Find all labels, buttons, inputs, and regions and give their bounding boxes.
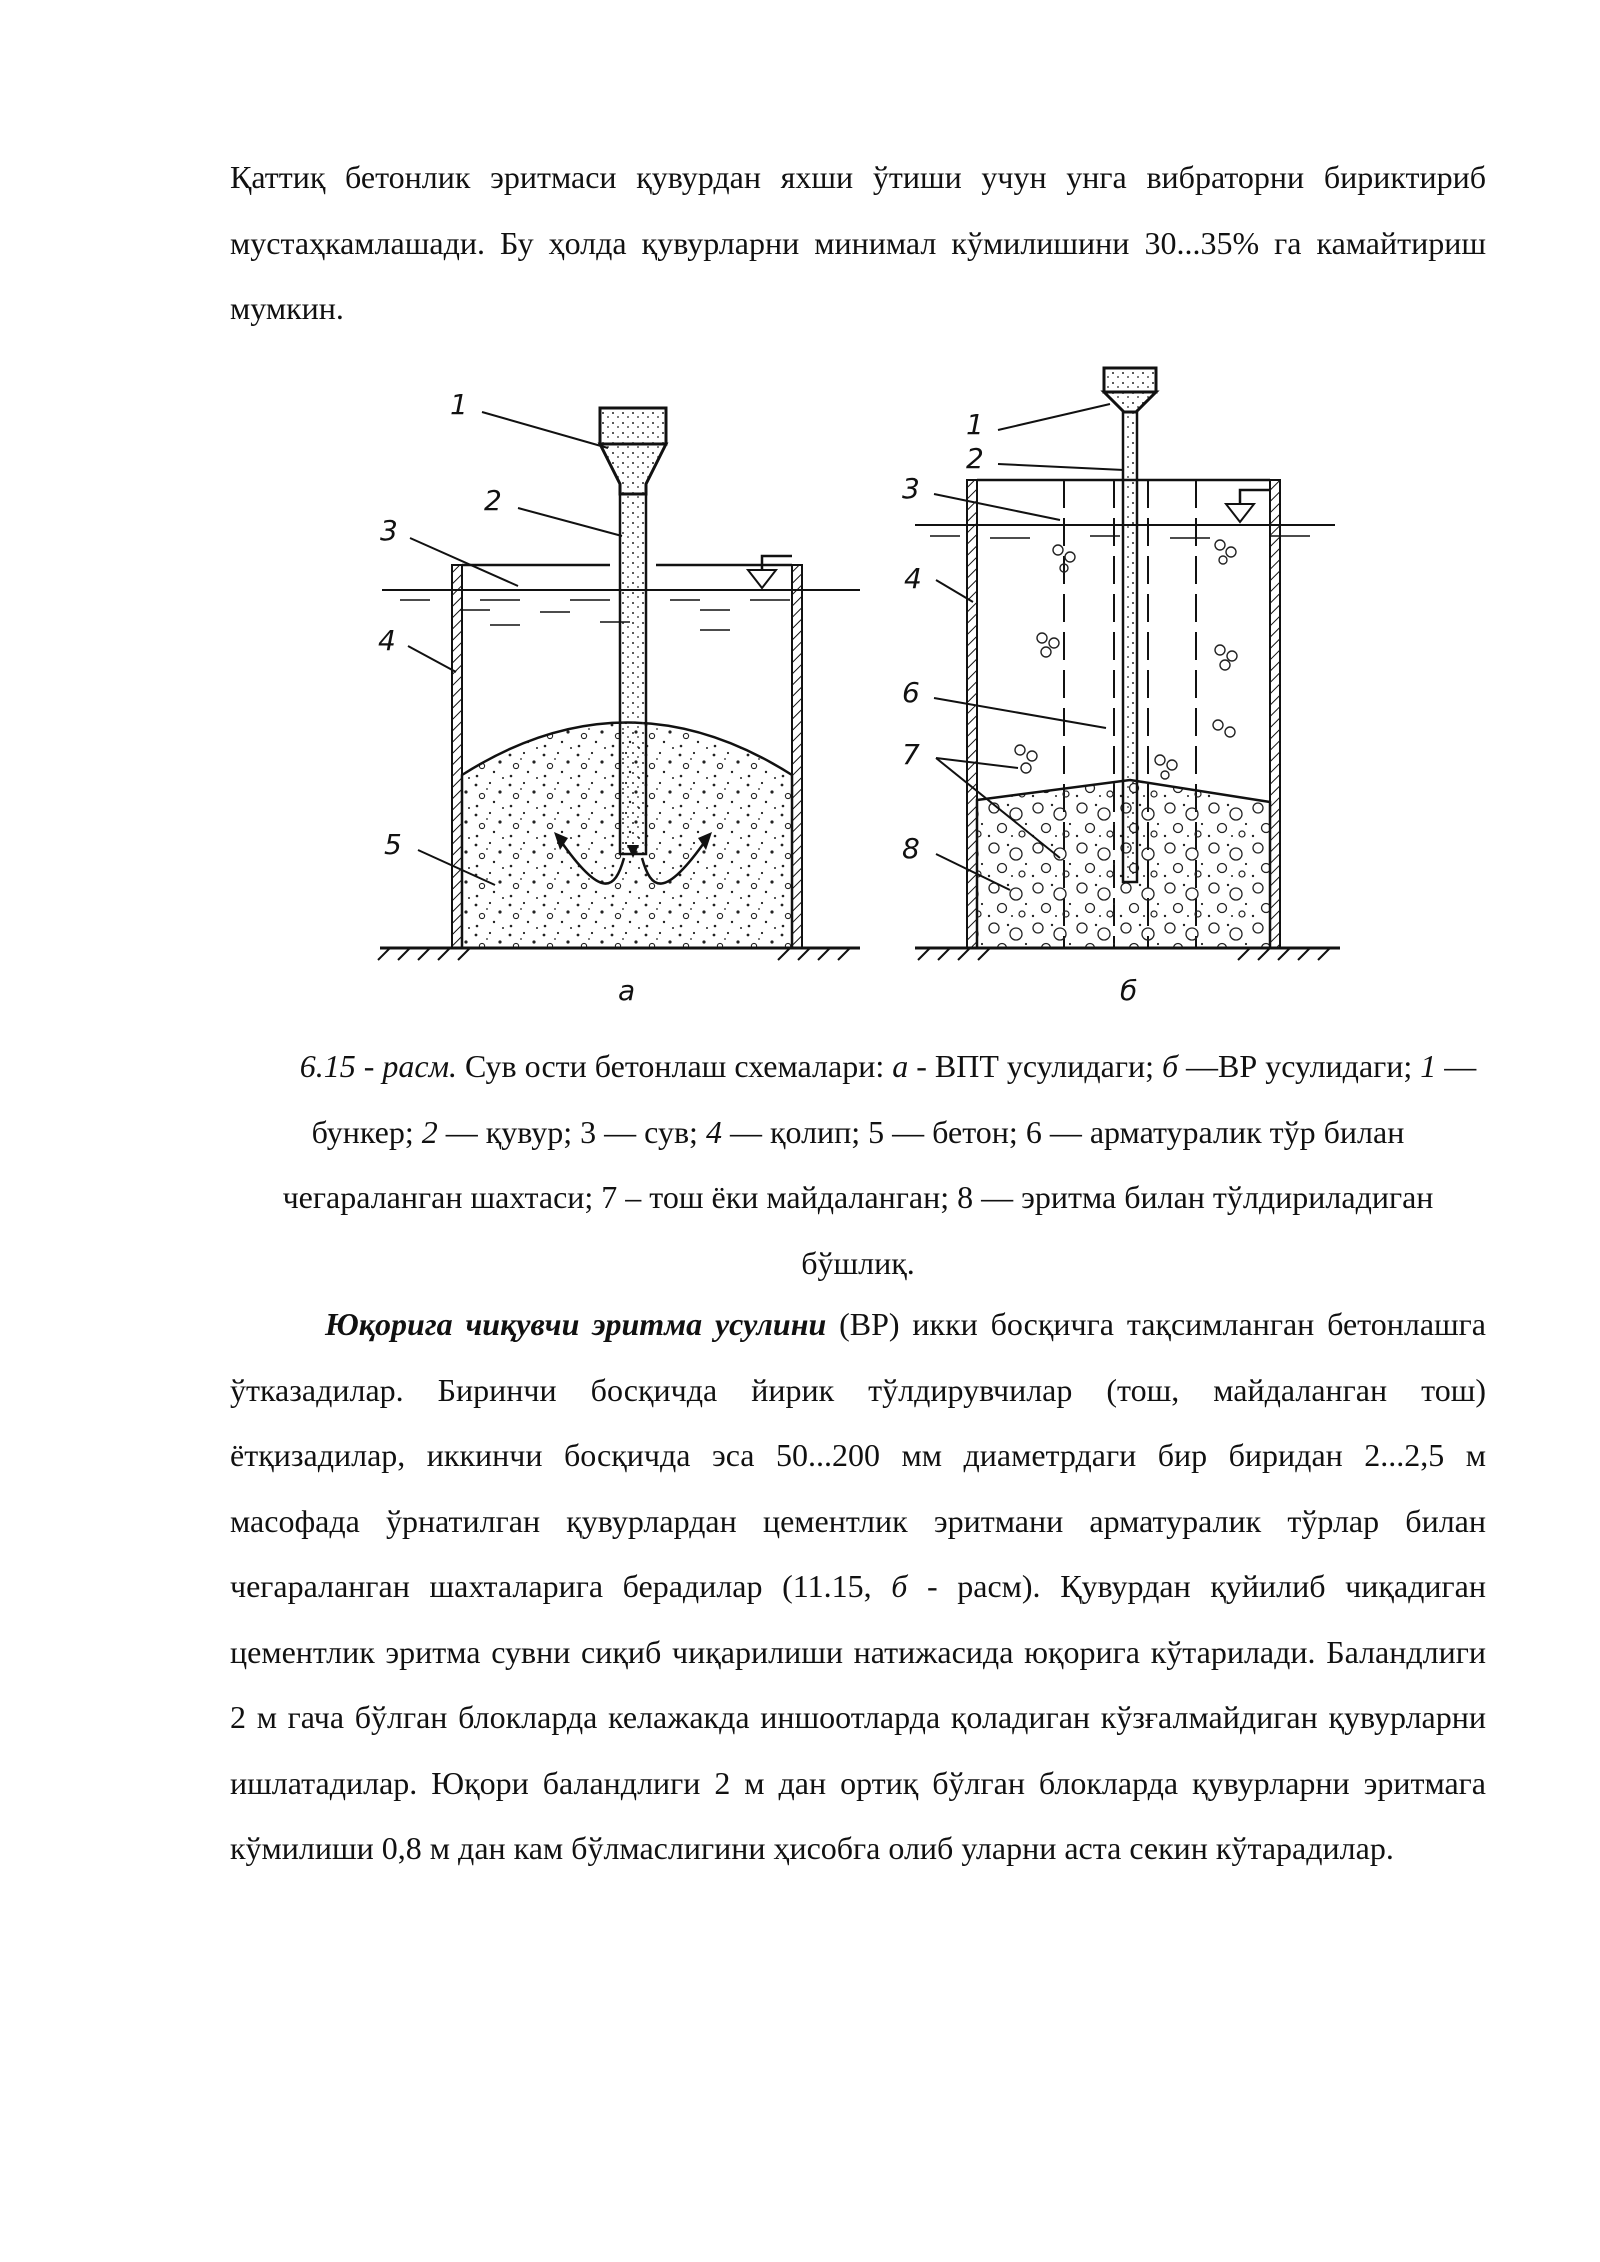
label-b-3: 3 [902,472,920,505]
figure-drawing [370,360,1350,1020]
sub-label-b: б [1120,974,1138,1007]
label-b-4: 4 [904,562,922,595]
diagram-a [378,388,860,1007]
paragraph-bottom: Юқорига чиқувчи эритма усулини (ВР) икки босқичга тақсимланган бетонлашга ўтказадилар. Биринчи босқичда йирик тўлдирувчилар (тош, майдаланган тош) ётқизадилар, иккинчи босқичда эса 50...200 мм диаметрдаги бир биридан 2...2,5 м масофада ўрнатилган қувурлардан цементлик эритмани арматуралик тўрлар билан чегараланган шахталарига берадилар (11.15, б - расм). Қувурдан қуйилиб чиқадиган цементлик эритма сувни сиқиб чиқарилиши натижасида юқорига кўтарилади. Баландлиги 2 м гача бўлган блокларда келажакда иншоотларда қоладиган кўзғалмайдиган қувурларни ишлатадилар. Юқори баландлиги 2 м дан ортиқ бўлган блокларда қувурларни эритмага кўмилиши 0,8 м дан кам бўлмаслигини ҳисобга олиб уларни аста секин кўтарадилар. [230,1306,1487,1866]
label-a-5: 5 [384,828,402,861]
caption-fig-number: 6.15 - расм. [299,1048,457,1084]
figure-caption [230,1034,1486,1296]
label-a-4: 4 [378,624,396,657]
label-b-1: 1 [966,408,984,441]
figure-underwater-concreting [370,360,1350,1020]
label-b-7: 7 [902,738,920,771]
caption-text: 6.15 - расм. Сув ости бетонлаш схемалари: а - ВПТ усулидаги; б —ВР усулидаги; 1 — бункер; 2 — қувур; 3 — сув; 4 — қолип; 5 — бетон; 6 — арматуралик тўр билан чегараланган шахтаси; 7 – тош ёки майдаланган; 8 — эритма билан тўлдириладиган бўшлиқ. [282,1048,1477,1281]
label-a-1: 1 [450,388,468,421]
diagram-b [902,368,1340,1007]
label-b-2: 2 [966,442,984,475]
paragraph-lead: Юқорига чиқувчи эритма усулини [325,1306,827,1342]
sub-label-a: а [618,974,636,1007]
label-a-3: 3 [380,514,398,547]
label-b-8: 8 [902,832,920,865]
paragraph-top [230,145,1486,342]
label-a-2: 2 [484,484,502,517]
label-b-6: 6 [902,676,920,709]
paragraph-top-text: Қаттиқ бетонлик эритмаси қувурдан яхши ўтиши учун унга вибраторни бириктириб мустаҳкамлашади. Бу ҳолда қувурларни минимал кўмилишини 30...35% га камайтириш мумкин. [230,159,1486,326]
